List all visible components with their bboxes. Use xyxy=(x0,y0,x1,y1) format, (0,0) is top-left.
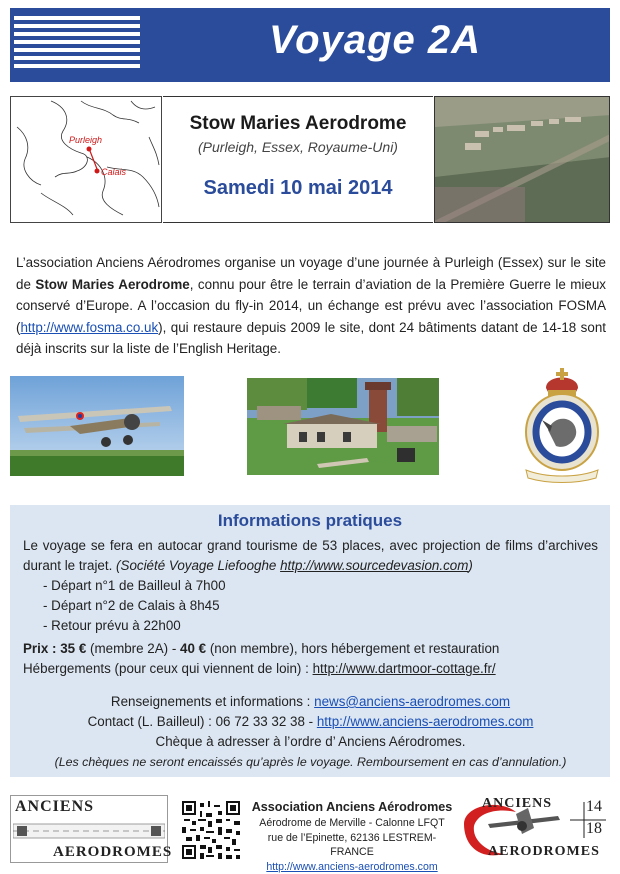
schedule-item-2: - Départ n°2 de Calais à 8h45 xyxy=(43,598,220,613)
sourcedevasion-link[interactable]: http://www.sourcedevasion.com xyxy=(280,558,469,573)
intro-text-2: , connu pour être le terrain d’aviation de la Première Guerre le mieux conservé d’Europe. A l’occasion du fly-in 2014, un échange est prévu avec l’association FOSMA ( xyxy=(16,276,607,335)
logo-right-bottom-text: AERODROMES xyxy=(488,844,600,859)
logo-left-top-text: ANCIENS xyxy=(15,798,95,815)
aerodrome-buildings-photo xyxy=(247,378,439,475)
film-close: ) xyxy=(468,558,473,573)
film-credit: (Société Voyage Liefooghe xyxy=(116,558,281,573)
intro-venue-bold: Stow Maries Aerodrome xyxy=(35,276,190,292)
location-map xyxy=(10,96,162,223)
stripes-decoration xyxy=(14,16,140,74)
cheque-note: (Les chèques ne seront encaissés qu’après le voyage. Remboursement en cas d’annulation.) xyxy=(54,755,567,769)
price-member-note: (membre 2A) - xyxy=(86,641,181,656)
price-member: 35 € xyxy=(60,641,87,656)
price-line xyxy=(23,639,598,659)
association-name: Association Anciens Aérodromes xyxy=(251,800,453,814)
lodging-label: Hébergements (pour ceux qui viennent de loin) : xyxy=(23,661,313,676)
address-line-2: rue de l’Epinette, 62136 LESTREM- FRANCE xyxy=(267,831,437,858)
footer-website-link[interactable]: http://www.anciens-aerodromes.com xyxy=(266,860,438,873)
qr-code xyxy=(180,799,242,861)
price-nonmember: 40 € xyxy=(180,641,207,656)
contact-label: Renseignements et informations : xyxy=(110,694,315,709)
logo-right-top-text: ANCIENS xyxy=(482,796,553,811)
fosma-link[interactable]: http://www.fosma.co.uk xyxy=(20,319,159,335)
practical-info-panel xyxy=(10,505,610,777)
schedule-item-1: - Départ n°1 de Bailleul à 7h00 xyxy=(43,578,226,593)
anciens-aerodromes-1418-logo xyxy=(458,794,610,864)
intro-text-3: ), qui restaure depuis 2009 le site, dont 24 bâtiments datant de 14-18 sont déjà inscrits sur la liste de l’English Heritage. xyxy=(16,319,606,356)
logo-right-1418-top: 14 xyxy=(586,798,602,815)
phone-label: Contact (L. Bailleul) : 06 72 33 32 38 - xyxy=(87,714,317,729)
intro-text-1: L’association Anciens Aérodromes organise un voyage d’une journée à Purleigh (Essex) sur le site de xyxy=(16,255,606,292)
cheque-line: Chèque à adresser à l’ordre d’ Anciens Aérodromes. xyxy=(155,734,466,749)
logo-right-1418-bottom: 18 xyxy=(586,820,602,837)
price-label: Prix : xyxy=(23,641,61,656)
schedule-item-3: - Retour prévu à 22h00 xyxy=(43,618,181,633)
page-title: Voyage 2A xyxy=(268,18,482,62)
aerial-photo xyxy=(434,96,610,223)
anciens-aerodromes-logo xyxy=(10,795,173,863)
contact-email-link[interactable]: news@anciens-aerodromes.com xyxy=(314,694,511,709)
transport-text: Le voyage se fera en autocar grand tourisme de 53 places, avec projection de films d’archives durant le trajet. xyxy=(23,538,598,573)
map-label-calais: Calais xyxy=(101,167,127,177)
transport-paragraph xyxy=(23,536,598,576)
lodging-link[interactable]: http://www.dartmoor-cottage.fr/ xyxy=(312,661,496,676)
info-body xyxy=(23,536,598,772)
website-link[interactable]: http://www.anciens-aerodromes.com xyxy=(316,714,534,729)
price-nonmember-note: (non membre), hors hébergement et restauration xyxy=(206,641,500,656)
squadron-crest xyxy=(516,366,608,484)
map-label-purleigh: Purleigh xyxy=(69,135,103,145)
intro-paragraph xyxy=(16,252,606,360)
header-banner xyxy=(10,8,610,82)
logo-left-bottom-text: AERODROMES xyxy=(53,844,173,860)
address-line-1: Aérodrome de Merville - Calonne LFQT xyxy=(259,817,445,829)
event-info-box xyxy=(163,96,433,223)
contact-line xyxy=(23,692,598,712)
info-heading: Informations pratiques xyxy=(217,511,403,530)
association-info xyxy=(246,800,458,874)
venue-location: (Purleigh, Essex, Royaume-Uni) xyxy=(198,139,398,155)
event-date: Samedi 10 mai 2014 xyxy=(203,177,393,199)
biplane-photo xyxy=(10,376,184,476)
venue-title: Stow Maries Aerodrome xyxy=(189,113,407,134)
phone-line xyxy=(23,712,598,732)
lodging-line xyxy=(23,659,598,679)
